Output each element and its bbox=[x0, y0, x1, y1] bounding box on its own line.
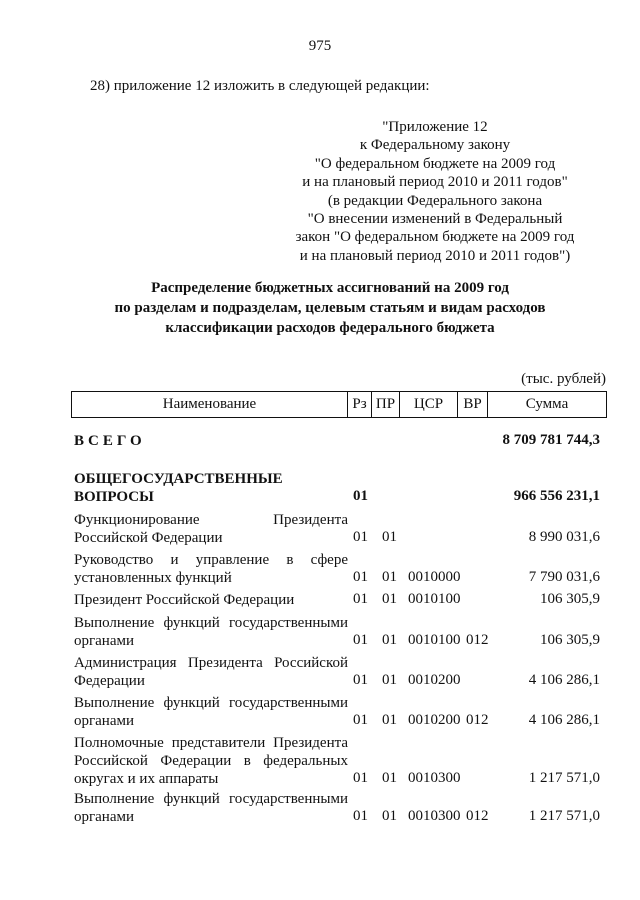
row-name-line: Российской Федерации в федеральных bbox=[74, 753, 348, 769]
row-name-line: Руководство и управление в сфере bbox=[74, 552, 348, 568]
units-label: (тыс. рублей) bbox=[521, 371, 606, 387]
row-name bbox=[74, 734, 348, 788]
row-name bbox=[74, 511, 348, 547]
row-name bbox=[74, 614, 348, 650]
row-name bbox=[74, 470, 348, 506]
title-line: по разделам и подразделам, целевым статьям и видам расходов bbox=[114, 300, 546, 316]
row-rz: 01 bbox=[353, 529, 368, 545]
row-rz: 01 bbox=[353, 569, 368, 585]
row-name-line: Полномочные представители Президента bbox=[74, 735, 348, 751]
row-name bbox=[74, 790, 348, 826]
row-name bbox=[74, 551, 348, 587]
row-sum: 4 106 286,1 bbox=[528, 672, 600, 688]
row-csr: 0010200 bbox=[408, 712, 461, 728]
row-rz: 01 bbox=[353, 632, 368, 648]
page-number: 975 bbox=[308, 38, 332, 54]
row-name-line: Президент Российской Федерации bbox=[74, 592, 295, 608]
row-name-line: Администрация Президента Российской bbox=[74, 655, 348, 671]
row-rz: 01 bbox=[353, 488, 368, 504]
header-sum: Сумма bbox=[488, 392, 607, 418]
row-name-line: ОБЩЕГОСУДАРСТВЕННЫЕ bbox=[74, 471, 283, 487]
row-rz: 01 bbox=[353, 808, 368, 824]
header-name: Наименование bbox=[72, 392, 348, 418]
row-name-line: установленных функций bbox=[74, 570, 232, 586]
row-pr: 01 bbox=[382, 529, 397, 545]
row-name bbox=[74, 654, 348, 690]
row-name-line: органами bbox=[74, 713, 135, 729]
header-rz: Рз bbox=[348, 392, 372, 418]
appendix-line: "О внесении изменений в Федеральный bbox=[307, 211, 563, 228]
total-name: ВСЕГО bbox=[74, 433, 146, 449]
row-sum: 966 556 231,1 bbox=[513, 488, 600, 504]
appendix-line: и на плановый период 2010 и 2011 годов" bbox=[302, 174, 568, 191]
row-csr: 0010100 bbox=[408, 591, 461, 607]
row-name-line: органами bbox=[74, 633, 135, 649]
row-name bbox=[74, 694, 348, 730]
row-rz: 01 bbox=[353, 712, 368, 728]
document-title bbox=[60, 278, 600, 338]
header-pr: ПР bbox=[372, 392, 400, 418]
row-vr: 012 bbox=[466, 712, 489, 728]
row-name-line: Выполнение функций государственными bbox=[74, 791, 348, 807]
row-pr: 01 bbox=[382, 672, 397, 688]
row-pr: 01 bbox=[382, 569, 397, 585]
row-rz: 01 bbox=[353, 591, 368, 607]
appendix-line: "О федеральном бюджете на 2009 год bbox=[314, 155, 556, 172]
row-csr: 0010200 bbox=[408, 672, 461, 688]
total-sum: 8 709 781 744,3 bbox=[502, 432, 600, 448]
row-sum: 8 990 031,6 bbox=[528, 529, 600, 545]
row-name-line: Российской Федерации bbox=[74, 530, 223, 546]
header-csr: ЦСР bbox=[400, 392, 458, 418]
row-pr: 01 bbox=[382, 808, 397, 824]
row-name-line: Выполнение функций государственными bbox=[74, 695, 348, 711]
row-vr: 012 bbox=[466, 808, 489, 824]
appendix-reference bbox=[260, 118, 610, 265]
appendix-line: и на плановый период 2010 и 2011 годов") bbox=[299, 247, 571, 264]
row-sum: 4 106 286,1 bbox=[528, 712, 600, 728]
row-name-line: Функционирование Президента bbox=[74, 512, 348, 528]
row-sum: 106 305,9 bbox=[540, 632, 600, 648]
row-name-line: округах и их аппараты bbox=[74, 771, 219, 787]
row-name bbox=[74, 591, 348, 609]
row-name-line: Выполнение функций государственными bbox=[74, 615, 348, 631]
row-pr: 01 bbox=[382, 770, 397, 786]
appendix-line: (в редакции Федерального закона bbox=[327, 192, 543, 209]
row-csr: 0010000 bbox=[408, 569, 461, 585]
row-sum: 1 217 571,0 bbox=[528, 770, 600, 786]
title-line: Распределение бюджетных ассигнований на 2009 год bbox=[151, 280, 509, 296]
row-csr: 0010100 bbox=[408, 632, 461, 648]
row-rz: 01 bbox=[353, 672, 368, 688]
row-csr: 0010300 bbox=[408, 770, 461, 786]
row-rz: 01 bbox=[353, 770, 368, 786]
row-name-line: ВОПРОСЫ bbox=[74, 489, 154, 505]
appendix-line: закон "О федеральном бюджете на 2009 год bbox=[295, 229, 575, 246]
appendix-line: к Федеральному закону bbox=[359, 137, 511, 154]
amendment-intro: 28) приложение 12 изложить в следующей редакции: bbox=[90, 78, 430, 94]
table-header bbox=[71, 391, 607, 418]
row-pr: 01 bbox=[382, 632, 397, 648]
row-name-line: органами bbox=[74, 809, 135, 825]
appendix-line: "Приложение 12 bbox=[382, 119, 488, 135]
title-line: классификации расходов федерального бюджета bbox=[165, 320, 495, 336]
header-vr: ВР bbox=[458, 392, 488, 418]
row-pr: 01 bbox=[382, 591, 397, 607]
row-sum: 7 790 031,6 bbox=[528, 569, 600, 585]
row-sum: 106 305,9 bbox=[540, 591, 600, 607]
row-name-line: Федерации bbox=[74, 673, 145, 689]
row-sum: 1 217 571,0 bbox=[528, 808, 600, 824]
row-vr: 012 bbox=[466, 632, 489, 648]
row-pr: 01 bbox=[382, 712, 397, 728]
row-csr: 0010300 bbox=[408, 808, 461, 824]
